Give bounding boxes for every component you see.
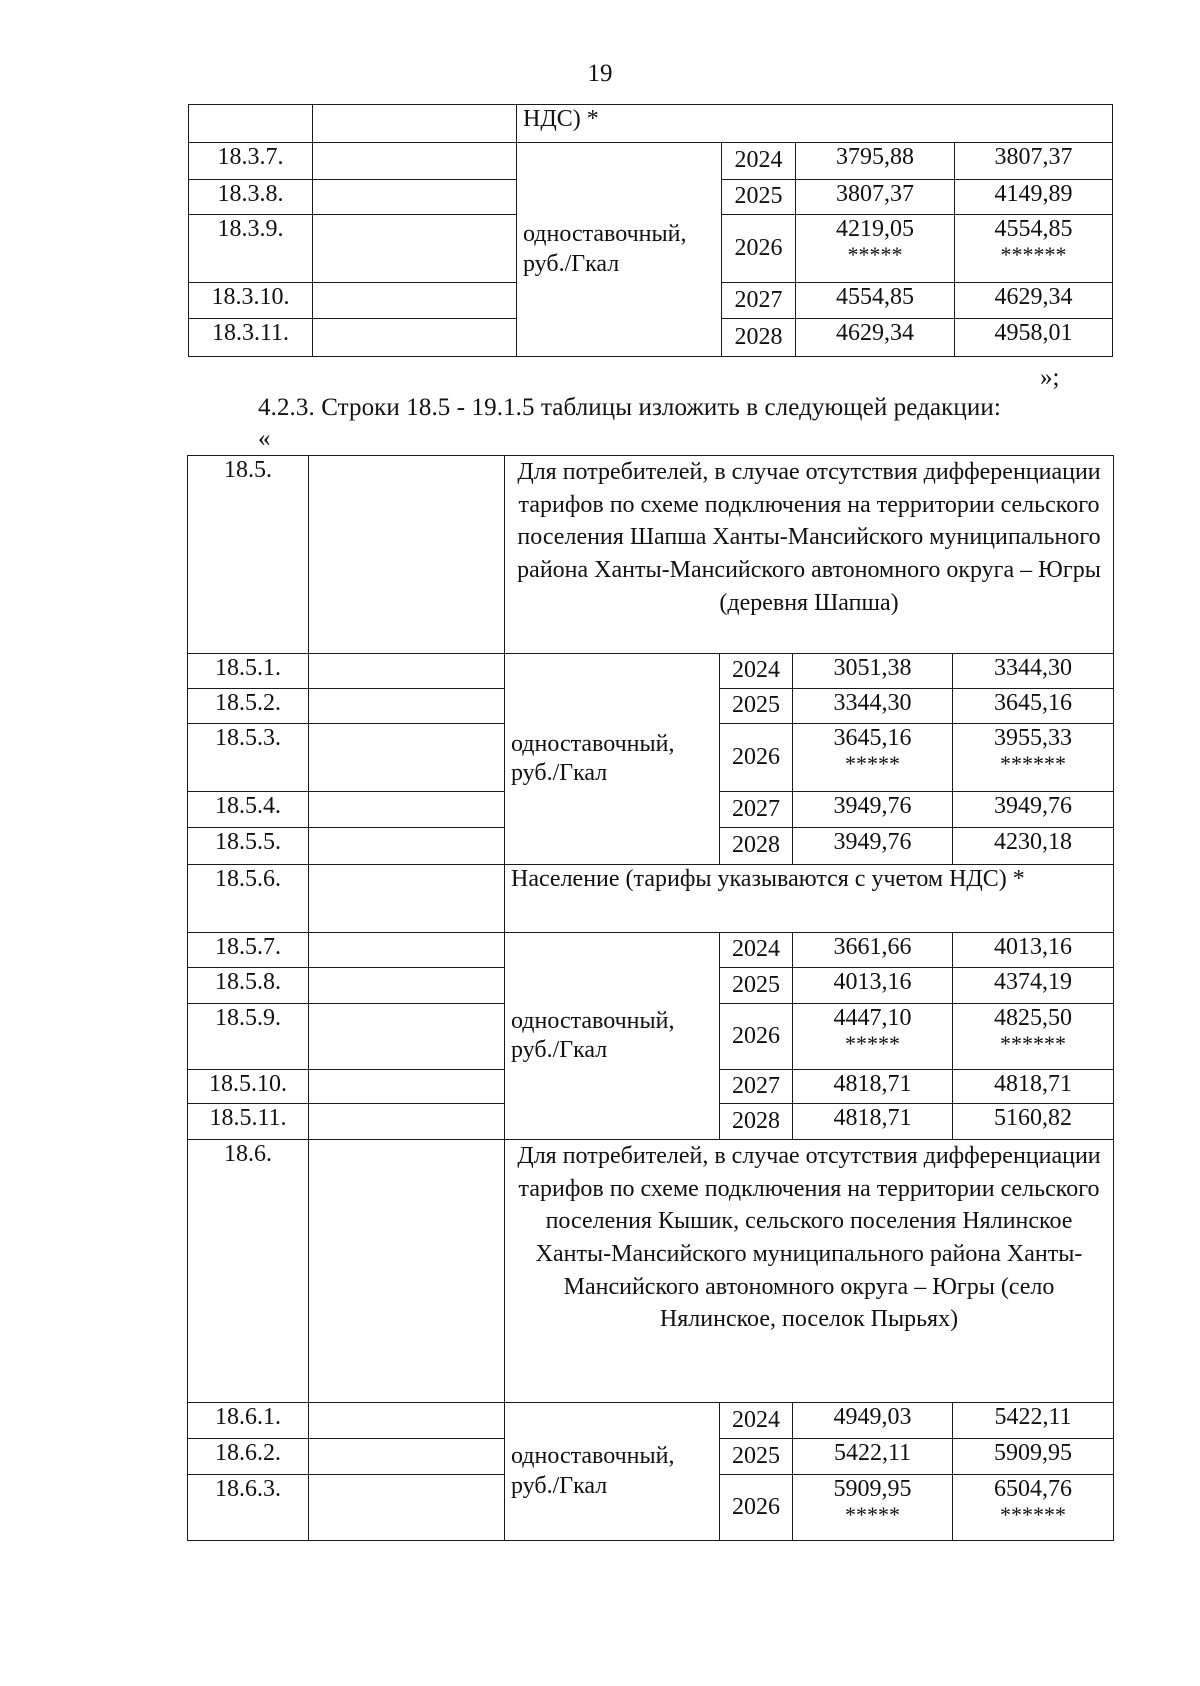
year-cell: 2025 <box>720 968 793 1004</box>
year-cell: 2025 <box>720 1439 793 1475</box>
group-code: 18.5. <box>188 456 309 654</box>
footnote-stars: ****** <box>1000 1502 1066 1528</box>
tariff-type: одноставочный, руб./Гкал <box>517 143 722 357</box>
year-cell: 2028 <box>720 1104 793 1140</box>
row-code: 18.6.3. <box>188 1475 309 1541</box>
value-cell: 4554,85 ****** <box>955 215 1113 283</box>
row-code: 18.5.1. <box>188 654 309 689</box>
footnote-stars: ****** <box>1000 751 1066 777</box>
row-code: 18.5.7. <box>188 933 309 968</box>
value-cell: 3661,66 <box>793 933 953 968</box>
year-cell: 2024 <box>720 933 793 968</box>
row-code: 18.5.4. <box>188 792 309 828</box>
group-title: Для потребителей, в случае отсутствия дифференциации тарифов по схеме подключения на территории сельского поселения Шапша Ханты-Мансийского муниципального района Ханты-Мансийского автономного округа – Югры (деревня Шапша) <box>505 456 1114 654</box>
row-code: 18.5.8. <box>188 968 309 1004</box>
tariff-table-18-3 <box>188 104 1113 357</box>
value-cell: 3949,76 <box>953 792 1114 828</box>
value-cell: 3807,37 <box>796 180 955 215</box>
footnote-stars: ***** <box>847 242 903 268</box>
year-cell: 2025 <box>722 180 796 215</box>
value-cell: 4219,05 ***** <box>796 215 955 283</box>
value-cell: 3344,30 <box>953 654 1114 689</box>
value-cell: 4447,10 ***** <box>793 1004 953 1070</box>
footnote-stars: ***** <box>845 1502 900 1528</box>
value-cell: 4374,19 <box>953 968 1114 1004</box>
amendment-paragraph: 4.2.3. Строки 18.5 - 19.1.5 таблицы изложить в следующей редакции: <box>258 394 1001 421</box>
value-cell: 3955,33 ****** <box>953 724 1114 792</box>
footnote-stars: ****** <box>1000 1031 1066 1057</box>
group-code: 18.6. <box>188 1140 309 1403</box>
value-cell: 3949,76 <box>793 828 953 865</box>
opening-quote: « <box>258 425 271 452</box>
value-cell: 4958,01 <box>955 319 1113 357</box>
value-cell: 5160,82 <box>953 1104 1114 1140</box>
year-cell: 2026 <box>720 724 793 792</box>
year-cell: 2027 <box>720 792 793 828</box>
value-cell: 4230,18 <box>953 828 1114 865</box>
value-cell: 4013,16 <box>953 933 1114 968</box>
footnote-stars: ****** <box>1000 242 1067 268</box>
row-code: 18.3.8. <box>189 180 313 215</box>
value-cell: 4629,34 <box>796 319 955 357</box>
closing-quote: »; <box>1040 364 1060 391</box>
row-code: 18.3.9. <box>189 215 313 283</box>
year-cell: 2026 <box>720 1475 793 1541</box>
value-cell: 4949,03 <box>793 1403 953 1439</box>
value-cell: 3795,88 <box>796 143 955 180</box>
year-cell: 2027 <box>722 283 796 319</box>
value-cell: 5422,11 <box>793 1439 953 1475</box>
header-tail: НДС) * <box>517 105 1113 143</box>
row-code: 18.5.9. <box>188 1004 309 1070</box>
year-cell: 2028 <box>722 319 796 357</box>
footnote-stars: ***** <box>845 1031 900 1057</box>
value-cell: 5909,95 ***** <box>793 1475 953 1541</box>
row-code: 18.6.1. <box>188 1403 309 1439</box>
value-cell: 5909,95 <box>953 1439 1114 1475</box>
value-cell: 3645,16 <box>953 689 1114 724</box>
value-cell: 4818,71 <box>793 1104 953 1140</box>
tariff-type: одноставочный, руб./Гкал <box>505 654 720 865</box>
page-number: 19 <box>587 60 613 87</box>
value-cell: 3645,16 ***** <box>793 724 953 792</box>
value-cell: 3807,37 <box>955 143 1113 180</box>
row-code: 18.5.11. <box>188 1104 309 1140</box>
row-code: 18.5.3. <box>188 724 309 792</box>
year-cell: 2026 <box>722 215 796 283</box>
row-code: 18.5.5. <box>188 828 309 865</box>
value-cell: 4149,89 <box>955 180 1113 215</box>
tariff-type: одноставочный, руб./Гкал <box>505 1403 720 1541</box>
value-cell: 5422,11 <box>953 1403 1114 1439</box>
value-cell: 6504,76 ****** <box>953 1475 1114 1541</box>
row-code: 18.3.7. <box>189 143 313 180</box>
value-cell: 3949,76 <box>793 792 953 828</box>
value-cell: 3344,30 <box>793 689 953 724</box>
code-cell <box>189 105 313 143</box>
group-title: Для потребителей, в случае отсутствия дифференциации тарифов по схеме подключения на территории сельского поселения Кышик, сельского поселения Нялинское Ханты-Мансийского муниципального района Ханты-Мансийского автономного округа – Югры (село Нялинское, поселок Пырьях) <box>505 1140 1114 1403</box>
value-cell: 4629,34 <box>955 283 1113 319</box>
row-code: 18.5.2. <box>188 689 309 724</box>
year-cell: 2026 <box>720 1004 793 1070</box>
population-note: Население (тарифы указываются с учетом НДС) * <box>505 865 1114 933</box>
value-cell: 4818,71 <box>793 1070 953 1104</box>
year-cell: 2024 <box>720 654 793 689</box>
value-cell: 3051,38 <box>793 654 953 689</box>
row-code: 18.3.10. <box>189 283 313 319</box>
year-cell: 2027 <box>720 1070 793 1104</box>
row-code: 18.5.10. <box>188 1070 309 1104</box>
value-cell: 4825,50 ****** <box>953 1004 1114 1070</box>
year-cell: 2024 <box>720 1403 793 1439</box>
row-code: 18.5.6. <box>188 865 309 933</box>
tariff-table-18-5-18-6 <box>187 455 1114 1541</box>
tariff-type: одноставочный, руб./Гкал <box>505 933 720 1140</box>
footnote-stars: ***** <box>845 751 900 777</box>
value-cell: 4818,71 <box>953 1070 1114 1104</box>
row-code: 18.3.11. <box>189 319 313 357</box>
year-cell: 2028 <box>720 828 793 865</box>
value-cell: 4013,16 <box>793 968 953 1004</box>
year-cell: 2024 <box>722 143 796 180</box>
value-cell: 4554,85 <box>796 283 955 319</box>
year-cell: 2025 <box>720 689 793 724</box>
row-code: 18.6.2. <box>188 1439 309 1475</box>
